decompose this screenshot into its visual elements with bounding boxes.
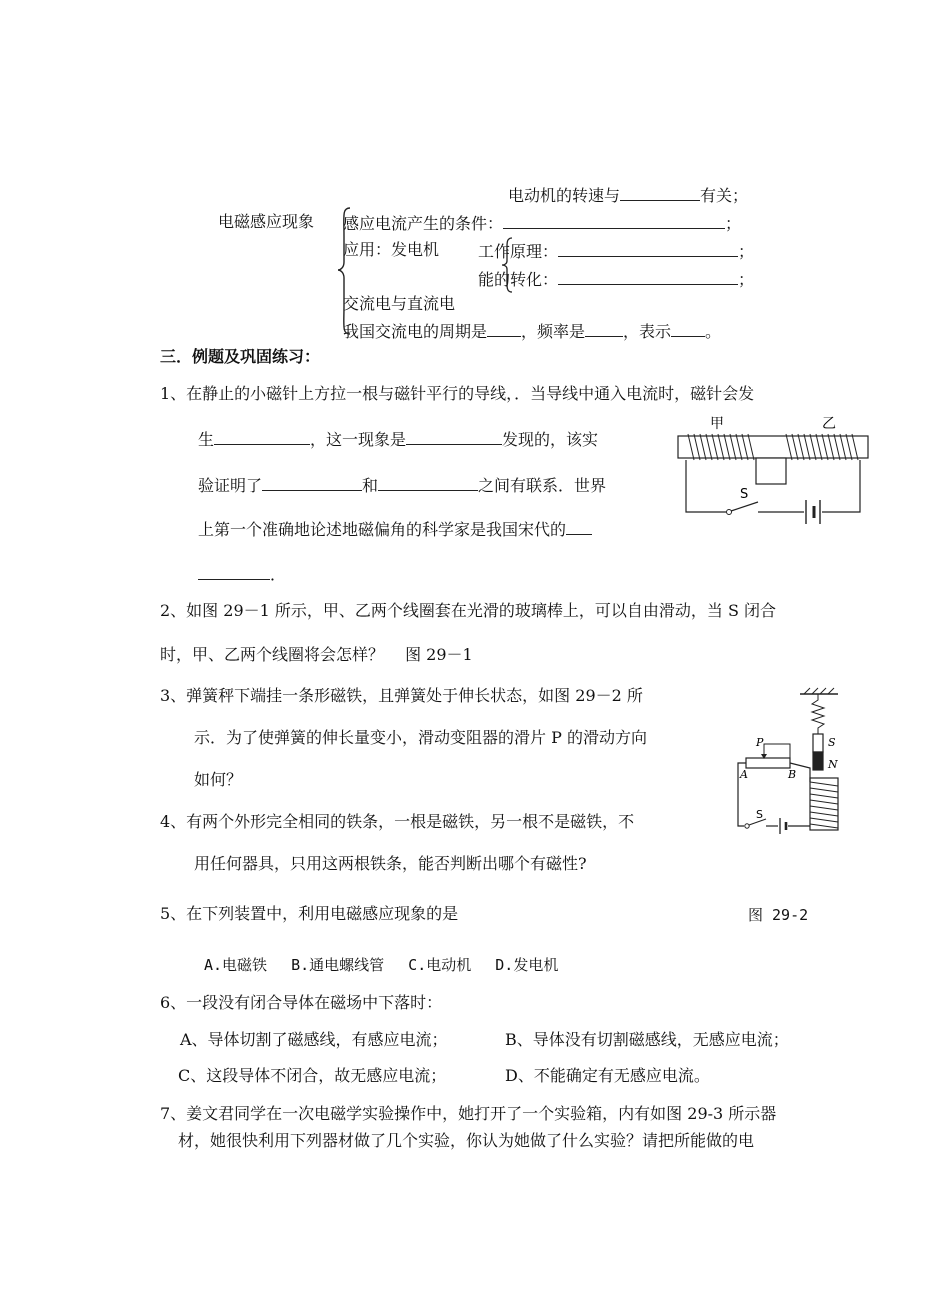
q7-line1: 7、姜文君同学在一次电磁学实验操作中，她打开了一个实验箱，内有如图 29-3 所示器 bbox=[160, 1104, 777, 1123]
label-a: A bbox=[740, 768, 748, 781]
q5-options: A.电磁铁 B.通电螺线管 C.电动机 D.发电机 bbox=[204, 956, 559, 974]
switch-pivot-2 bbox=[745, 824, 749, 828]
bar-magnet-n bbox=[813, 752, 823, 770]
q6-option-d[interactable]: D、不能确定有无感应电流。 bbox=[505, 1066, 710, 1085]
q1-line1: 1、在静止的小磁针上方拉一根与磁针平行的导线，．当导线中通入电流时，磁针会发 bbox=[160, 384, 755, 403]
induction-condition-label: 感应电流产生的条件： bbox=[343, 214, 504, 233]
spring bbox=[812, 694, 824, 734]
blank-working-principle[interactable] bbox=[558, 240, 738, 257]
fig-29-2-caption: 图 29-2 bbox=[748, 906, 809, 924]
blank-motor-speed[interactable] bbox=[620, 184, 700, 201]
q1-line2 bbox=[198, 428, 598, 450]
motor-speed-suffix: 有关； bbox=[700, 186, 749, 205]
label-magnet-n: N bbox=[828, 758, 838, 771]
blank-q1-scientist-a[interactable] bbox=[566, 518, 592, 535]
blank-q1-phenomenon[interactable] bbox=[214, 428, 310, 445]
q3-line2: 示．为了使弹簧的伸长量变小，滑动变阻器的滑片 P 的滑动方向 bbox=[194, 728, 647, 747]
semicolon: ； bbox=[738, 242, 755, 261]
ac-period-prefix: 我国交流电的周期是 bbox=[343, 322, 488, 341]
application-label: 应用：发电机 bbox=[343, 240, 440, 259]
label-yi: 乙 bbox=[822, 416, 836, 432]
blank-ac-period[interactable] bbox=[487, 320, 521, 337]
section-title: 三．例题及巩固练习： bbox=[160, 347, 321, 366]
blank-energy-conversion[interactable] bbox=[558, 268, 738, 285]
wire-right bbox=[822, 460, 860, 512]
label-b: B bbox=[788, 768, 797, 781]
q2-line1: 2、如图 29－1 所示，甲、乙两个线圈套在光滑的玻璃棒上，可以自由滑动，当 S 闭合 bbox=[160, 601, 777, 620]
blank-q1-first[interactable] bbox=[262, 474, 362, 491]
q6-option-c[interactable]: C、这段导体不闭合，故无感应电流； bbox=[178, 1066, 447, 1085]
motor-speed-prefix: 电动机的转速与 bbox=[508, 186, 621, 205]
label-switch-s-2: S bbox=[756, 808, 763, 821]
em-induction-label: 电磁感应现象 bbox=[218, 212, 315, 231]
bar-magnet-s bbox=[813, 734, 823, 752]
blank-q1-second[interactable] bbox=[378, 474, 478, 491]
q4-line1: 4、有两个外形完全相同的铁条，一根是磁铁，另一根不是磁铁，不 bbox=[160, 812, 635, 831]
label-jia: 甲 bbox=[710, 416, 724, 432]
inner-brace bbox=[500, 236, 516, 294]
blank-ac-meaning[interactable] bbox=[671, 320, 705, 337]
q5-line1: 5、在下列装置中，利用电磁感应现象的是 bbox=[160, 904, 459, 923]
support-block bbox=[756, 458, 786, 484]
q1-l3-b: 和 bbox=[362, 476, 379, 495]
figure-29-1 bbox=[674, 414, 874, 524]
rheostat bbox=[746, 758, 790, 768]
working-principle-label: 工作原理： bbox=[478, 242, 559, 261]
end-mark: 。 bbox=[705, 322, 722, 341]
motor-speed-line bbox=[508, 184, 748, 206]
blank-q1-scientist-b[interactable] bbox=[198, 563, 270, 580]
ac-freq-label: ，频率是 bbox=[521, 322, 586, 341]
q6-option-b[interactable]: B、导体没有切割磁感线，无感应电流； bbox=[505, 1030, 789, 1049]
q1-l2-a: 生 bbox=[198, 430, 215, 449]
ceiling-hatch bbox=[804, 688, 834, 694]
q6-line1: 6、一段没有闭合导体在磁场中下落时： bbox=[160, 993, 443, 1012]
q1-l4: 上第一个准确地论述地磁偏角的科学家是我国宋代的 bbox=[198, 520, 567, 539]
semicolon: ； bbox=[725, 214, 742, 233]
label-magnet-s: S bbox=[828, 736, 836, 749]
ac-meaning-label: ，表示 bbox=[623, 322, 672, 341]
label-switch-s: S bbox=[740, 487, 749, 502]
figure-29-2 bbox=[734, 688, 844, 836]
q4-line2: 用任何器具，只用这两根铁条，能否判断出哪个有磁性? bbox=[194, 854, 587, 873]
q6-option-a[interactable]: A、导体切割了磁感线，有感应电流； bbox=[180, 1030, 448, 1049]
blank-induction-condition[interactable] bbox=[503, 212, 725, 229]
outer-brace bbox=[336, 206, 356, 336]
induction-condition-line bbox=[343, 212, 741, 234]
q1-l2-b: ，这一现象是 bbox=[310, 430, 407, 449]
label-p: P bbox=[756, 736, 764, 749]
switch-lever bbox=[731, 502, 758, 511]
energy-conversion-label: 能的转化： bbox=[478, 270, 559, 289]
q1-l2-c: 发现的，该实 bbox=[502, 430, 599, 449]
blank-q1-discoverer[interactable] bbox=[406, 428, 502, 445]
wire-circuit bbox=[686, 460, 726, 512]
blank-ac-freq[interactable] bbox=[585, 320, 623, 337]
energy-conversion-line bbox=[478, 268, 754, 290]
glass-rod bbox=[678, 436, 868, 458]
q3-line1: 3、弹簧秤下端挂一条形磁铁，且弹簧处于伸长状态，如图 29－2 所 bbox=[160, 686, 643, 705]
q7-line2: 材，她很快利用下列器材做了几个实验，你认为她做了什么实验？请把所能做的电 bbox=[178, 1131, 755, 1150]
working-principle-line bbox=[478, 240, 754, 262]
ac-dc-line: 交流电与直流电 bbox=[343, 294, 456, 313]
switch-pivot bbox=[727, 510, 732, 515]
q1-line4 bbox=[198, 518, 592, 540]
semicolon: ； bbox=[738, 270, 755, 289]
q1-line5 bbox=[198, 563, 286, 585]
q1-l3-c: 之间有联系．世界 bbox=[478, 476, 607, 495]
q1-l3-a: 验证明了 bbox=[198, 476, 263, 495]
q3-line3: 如何？ bbox=[194, 770, 243, 789]
q1-line3 bbox=[198, 474, 606, 496]
slider-p bbox=[764, 744, 790, 758]
q2-line2: 时，甲、乙两个线圈将会怎样？ 图 29－1 bbox=[160, 645, 473, 664]
ac-period-line bbox=[343, 320, 721, 342]
q1-l5-end: ． bbox=[270, 565, 287, 584]
